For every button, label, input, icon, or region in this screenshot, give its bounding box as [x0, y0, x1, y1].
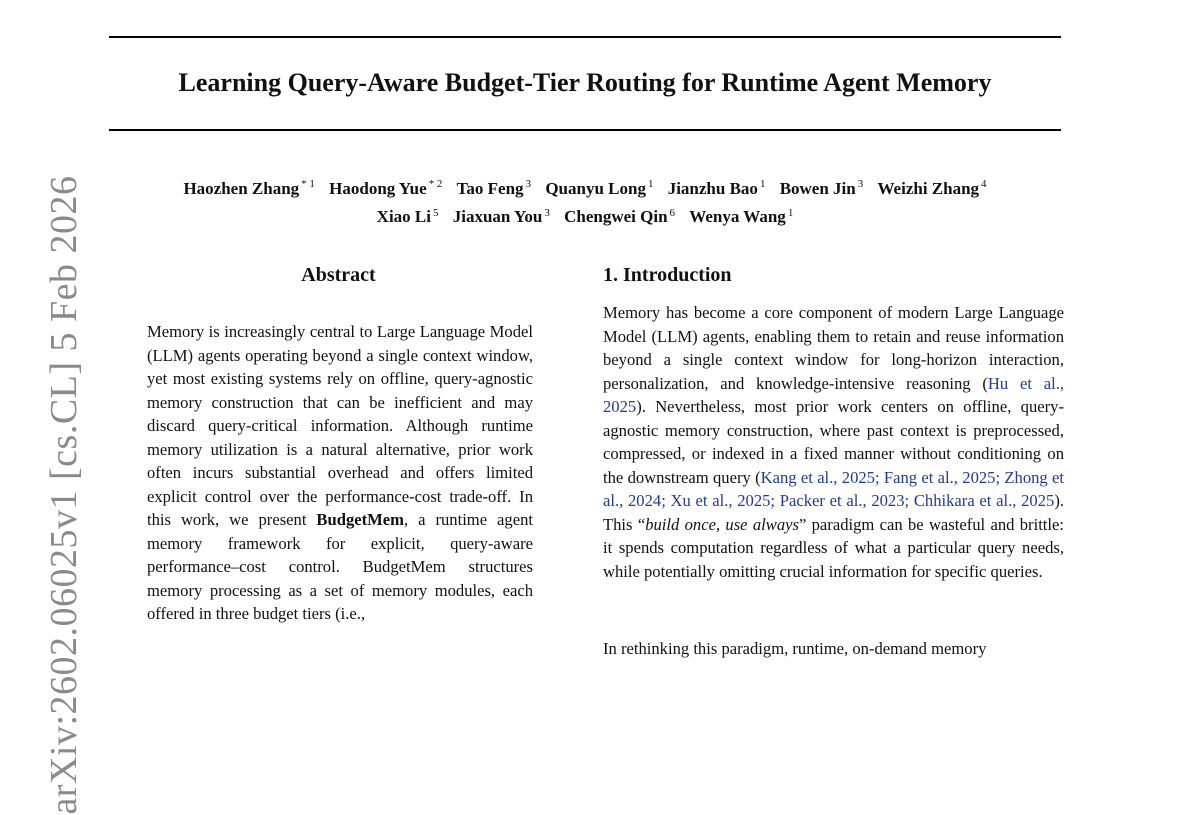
author-name: Jiaxuan You [452, 207, 543, 227]
paper-title: Learning Query-Aware Budget-Tier Routing for Runtime Agent Memory [178, 68, 992, 97]
author-affiliation: 3 [544, 206, 550, 219]
intro-text-part: ). This “ [603, 491, 1064, 534]
author-name: Quanyu Long [545, 178, 646, 198]
author-name: Haodong Yue [329, 178, 427, 198]
author-affiliation: * 2 [428, 178, 443, 190]
abstract-text-part: , a runtime agent memory framework for explicit, query-aware performance–cost control. BudgetMem structures memory processing as a set of memory modules, each offered in three budget tiers (i.e., [147, 510, 533, 623]
author-name: Xiao Li [376, 207, 431, 227]
author [564, 207, 675, 226]
citation-link[interactable]: Hu et al., 2025 [603, 373, 1065, 416]
author [545, 179, 653, 198]
author-affiliation: 6 [669, 206, 676, 219]
abstract-text-part: Memory is increasingly central to Large Language Model (LLM) agents operating beyond a single context window, yet most existing systems rely on offline, query-agnostic memory construction that can be inefficient and may discard query-critical information. Although runtime memory utilization is a natural alternative, prior work often incurs substantial overhead and offers limited explicit control over the performance-cost trade-off. In this work, we present [147, 322, 533, 529]
author-affiliation: 4 [981, 178, 987, 190]
intro-text-part: ). Nevertheless, most prior work centers on offline, query-agnostic memory construction, where past context is preprocessed, compressed, or indexed in a fixed manner without conditioning on the downstream query ( [603, 397, 1064, 487]
author-affiliation: 1 [759, 178, 766, 190]
author-affiliation: 3 [857, 178, 864, 190]
author-affiliation: 1 [647, 178, 654, 190]
abstract-heading: Abstract [301, 264, 376, 286]
intro-text-part: Memory has become a core component of modern Large Language Model (LLM) agents, enabling them to retain and reuse information beyond a single context window for long-horizon interaction, personalization, and knowledge-intensive reasoning ( [603, 303, 1064, 393]
author [877, 179, 986, 198]
author [377, 207, 439, 226]
introduction-paragraph [603, 301, 1064, 583]
arxiv-identifier: arXiv:2602.06025v1 [cs.CL] 5 Feb 2026 [43, 175, 85, 815]
abstract-text [147, 320, 533, 626]
author-name: Wenya Wang [689, 207, 786, 227]
introduction-heading: 1. Introduction [603, 264, 732, 286]
author-list [60, 172, 1110, 229]
author [329, 179, 442, 198]
author-name: Weizhi Zhang [877, 178, 980, 198]
author [453, 207, 550, 226]
author [457, 179, 531, 198]
author-affiliation: 1 [787, 206, 794, 219]
author [183, 179, 314, 198]
author-name: Haozhen Zhang [183, 178, 300, 198]
citation-link[interactable]: Kang et al., 2025; Fang et al., 2025; Zhong et al., 2024; Xu et al., 2025; Packer et al., 2023; Chhikara et al., 2025 [603, 467, 1064, 510]
author [780, 179, 864, 198]
author-affiliation: 3 [525, 178, 532, 190]
framework-name: BudgetMem [316, 510, 404, 529]
author [689, 207, 793, 226]
author [668, 179, 766, 198]
introduction-next-paragraph: In rethinking this paradigm, runtime, on-demand memory [603, 639, 987, 658]
author-name: Jianzhu Bao [667, 178, 758, 198]
emphasized-phrase: build once, use always [645, 514, 799, 534]
author-name: Tao Feng [456, 178, 524, 198]
title-bottom-rule [109, 129, 1061, 131]
author-name: Chengwei Qin [564, 207, 668, 227]
title-top-rule [109, 36, 1061, 38]
author-affiliation: 5 [432, 206, 439, 219]
author-affiliation: * 1 [301, 178, 315, 190]
author-name: Bowen Jin [779, 178, 856, 198]
intro-text-part: ” paradigm can be wasteful and brittle: it spends computation regardless of what a particular query needs, while potentially omitting crucial information for specific queries. [603, 514, 1064, 581]
